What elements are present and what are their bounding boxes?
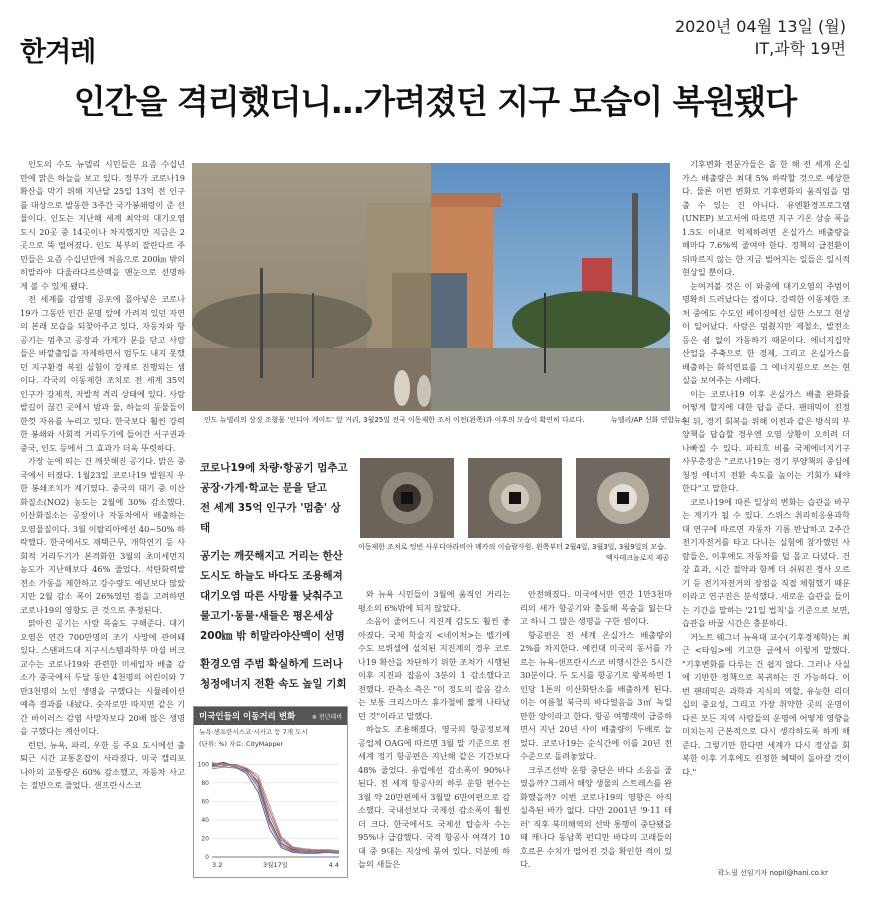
y-tick-label: 60 bbox=[201, 798, 209, 806]
paragraph: 소음이 줄어드니 지진계 감도도 훨씬 좋아졌다. 국제 학술지 <네이처>는 벨기에 수도 브뤼셀에 설치된 지진계의 경우 코로나19 확산을 차단하기 위한 조처가 시행된 이후 지진파 잡음이 3분의 1 감소했다고 전했다. 관측소 측은 "이 정도의 잡음 감소는 보통 크리스마스 휴가철에 짧게 나타났던 것"이라고 말했다. bbox=[358, 616, 510, 721]
chart-title: 미국인들의 이동거리 변화 bbox=[199, 712, 296, 722]
x-tick-label: 4.4 bbox=[328, 861, 339, 869]
subhead: 공기는 깨끗해지고 거리는 한산 bbox=[200, 550, 343, 562]
article-headline: 인간을 격리했더니…가려졌던 지구 모습이 복원됐다 bbox=[73, 82, 797, 121]
byline: 곽노필 선임기자 nopil@hani.co.kr bbox=[717, 869, 828, 877]
series-line bbox=[212, 764, 339, 853]
chart-unit-source: (단위: %) 자료: CityMapper bbox=[199, 740, 284, 748]
y-tick-label: 0 bbox=[205, 854, 209, 861]
satellite-image-mar3 bbox=[468, 458, 562, 538]
subhead: 청정에너지 전환 속도 높일 기회 bbox=[200, 678, 347, 690]
subhead: 공장·가게·학교는 문을 닫고 bbox=[200, 482, 327, 494]
x-tick-label: 3.2 bbox=[212, 861, 223, 869]
satellite-caption: 이동제한 조처로 텅빈 사우디아라비아 메카의 이슬람사원. 왼쪽부터 2월4일, 3월3일, 3월9일의 모습. bbox=[358, 543, 667, 551]
subhead: 도시도 하늘도 바다도 조용해져 bbox=[200, 570, 343, 582]
paragraph: 코로나19에 따른 일상의 변화는 습관을 바꾸는 계기가 될 수 있다. 스위스 취리히응용과학대 연구에 따르면 자동차 기름 반납하고 2주간 전기자전거를 타고 다니는 실험에 참가했던 사람들은, 이후에도 자동차를 덜 몰고 다녔다. 건강 효과, 시간 절약과 함께 더 쉬워진 경사 오르기 등 전기자전거의 장점을 직접 체험했기 때문이라고 연구진은 분석했다. 새로운 습관을 들이는 기간을 말하는 '21일 법칙'을 기준으로 보면, 습관을 바꿀 시간은 충분하다. bbox=[682, 496, 850, 628]
series-line bbox=[212, 763, 339, 850]
article-column-3 bbox=[358, 588, 510, 880]
issue-info bbox=[675, 16, 846, 60]
paragraph: 맑아진 공기는 사람 목숨도 구해준다. 대기오염은 연간 700만명의 조기 사망에 관여돼 있다. 스탠퍼드대 지구시스템과학부 마셜 버크 교수는 코로나19와 관련한 미세입자 배출 감소가 중국에서 두달 동안 4천명의 어린이와 7만3천명의 노인 생명을 구했다는 시뮬레이션 예측 결과를 내놨다. 숫자로만 따지면 같은 기간 바이러스 감염 사망자보다 20배 많은 생명을 구했다는 계산이다. bbox=[20, 618, 185, 736]
paragraph: 항공편은 전 세계 온실가스 배출량의 2%를 차지한다. 예컨대 미국의 동서를 가르는 뉴욕-샌프란시스코 비행시간은 5시간30분이다. 두 도시를 항공기로 왕복하면 1인당 1톤의 이산화탄소를 배출하게 된다. 이는 여름철 북극의 바다얼음을 3㎡ 녹일 만한 양이라고 한다. 항공 여행객이 급증하면서 지난 20년 사이 배출량이 두배로 늘었다. 코로나19는 순식간에 이를 20년 전 수준으로 돌려놓았다. bbox=[520, 629, 672, 761]
photo-caption: 인도 뉴델리의 상징 조형물 '인디아 게이트' 앞 거리, 3월25일 전국 이동제한 조처 이전(왼쪽)과 이후의 모습이 확연히 다르다. bbox=[204, 416, 585, 424]
article-column-4 bbox=[520, 588, 672, 880]
series-line bbox=[212, 763, 339, 853]
subhead: 환경오염 주범 확실하게 드러나 bbox=[200, 658, 343, 670]
paragraph: 가장 눈에 띄는 건 깨끗해진 공기다. 맑은 중국에서 터졌다. 1월23일 코로나19 발원지 우한 봉쇄조치가 계기였다. 중국의 대기 중 이산화질소(NO2) 농도는 2월에 30% 감소했다. 이산화질소는 공장이나 자동차에서 배출하는 오염물질이다. 3월 이탈리아에선 40~50% 하락했다. 한국에서도 재택근무, 개학연기 등 사회적 거리두기가 본격화한 3월의 초미세먼지 농도가 지난해보다 46% 줄었다. 석탄화력발전소 가동을 제한하고 강수량도 예년보다 많았지만 2월 감소 폭이 26%였던 점을 고려하면 코로나19의 영향도 큰 것으로 추정된다. bbox=[20, 456, 185, 615]
photo-credit: 뉴델리/AP 신화 연합뉴스 bbox=[611, 416, 688, 424]
article-column-1 bbox=[20, 158, 185, 878]
series-line bbox=[212, 767, 339, 852]
chart-subtitle: 뉴욕·샌프란시스코·시카고 등 7개 도시 bbox=[199, 728, 308, 736]
paragraph: 하늘도 조용해졌다. 영국의 항공정보제공업체 OAG에 따르면 3월 말 기준으로 전 세계 정기 항공편은 지난해 같은 기간보다 48% 줄었다. 유럽에선 감소폭이 90%나 된다. 전 세계 항공사의 하루 운항 편수는 3월 약 20만편에서 3월말 6만여편으로 감소했다. 국내선보다 국제선 감소폭이 훨씬 더 크다. 한국에서도 국제선 탑승자 수는 95%나 급감했다. 국적 항공사 여객기 10대 중 9대는 지상에 묶여 있다. 덕분에 하늘의 새들은 bbox=[358, 724, 510, 869]
chart-note: ※ 전년대비 bbox=[311, 714, 342, 721]
y-tick-label: 80 bbox=[201, 779, 209, 787]
paragraph: 와 뉴욕 시민들이 3월에 움직인 거리는 평소의 6%밖에 되지 않았다. bbox=[358, 589, 510, 613]
paragraph: 런던, 뉴욕, 파리, 우한 등 주요 도시에선 출퇴근 시간 교통혼잡이 사라졌다. 미국 캘리포니아의 교통량은 60% 감소했고, 자동차 사고는 절반으로 줄었다. 샌프란시스코 bbox=[20, 739, 185, 790]
subhead: 코로나19에 차량·항공기 멈추고 bbox=[200, 462, 348, 474]
chart-header bbox=[194, 707, 347, 725]
satellite-image-feb4 bbox=[360, 458, 454, 538]
issue-date: 2020년 04월 13일 (월) bbox=[674, 17, 846, 36]
mobility-chart bbox=[193, 706, 348, 878]
satellite-image-mar9 bbox=[576, 458, 670, 538]
y-tick-label: 20 bbox=[201, 835, 209, 843]
satellite-credit: 맥사테크놀로지 제공 bbox=[606, 554, 670, 562]
chart-plot bbox=[194, 749, 347, 875]
article-column-5 bbox=[682, 158, 850, 863]
paragraph: 인도의 수도 뉴델리 시민들은 요즘 수십년 만에 맑은 하늘을 보고 있다. 정부가 코로나19 확산을 막기 위해 지난달 25일 13억 전 인구를 대상으로 발동한 3주간 국가봉쇄령이 준 선물이다. 인도는 지난해 세계 최악의 대기오염 도시 20곳 중 14곳이나 차지했지만 지금은 2곳으로 뚝 떨어졌다. 인도 북부의 잘란다르 주민들은 요즘 수십년만에 처음으로 200㎞ 밖의 히말라야 다울라다르산맥을 맨눈으로 선명하게 볼 수 있게 됐다. bbox=[20, 159, 185, 291]
subhead: 물고기·동물·새들은 평온세상 bbox=[200, 610, 334, 622]
paragraph: 안전해졌다. 미국에서만 연간 1만3천마리의 새가 항공기와 충돌해 목숨을 잃는다고 하니 그 많은 생명을 구한 셈이다. bbox=[520, 589, 672, 626]
paragraph: 크루즈선박 운항 중단은 바다 소음을 줄였을까? 그래서 해양 생물의 스트레스를 완화했을까? 이번 코로나19의 영향은 아직 실측된 바가 없다. 다만 2001년 '9·11 테러' 직후 북미해역의 선박 통행이 중단됐을 때 캐나다 동남쪽 펀디만 바다의 고래들의 호르몬 수치가 떨어진 것을 확인한 적이 있다. bbox=[520, 764, 672, 869]
y-tick-label: 40 bbox=[201, 816, 209, 824]
subhead: 200㎞ 밖 히말라야산맥이 선명 bbox=[200, 630, 345, 642]
paragraph: 전 세계를 감염병 공포에 몰아넣은 코로나19가 그동안 인간 문명 앞에 가려져 있던 자연의 본래 모습을 되찾아주고 있다. 자동차와 항공기는 멈추고 공장과 가게가 문을 닫고 사람들은 바깥출입을 자제하면서 엄두도 내지 못했던 지구환경 복원 실험이 강제로 진행되는 셈이다. 각국의 이동제한 조치로 전 세계 35억 인구가 강제적, 자발적 격리 상태에 있다. 사람 발길이 끊긴 곳에서 밤과 물, 하늘의 동물들이 한껏 자유를 누리고 있다. 한국보다 훨씬 강력한 봉쇄와 사회적 거리두기에 들어간 서구권과 중국, 인도 등에서 그 효과가 더욱 뚜렷하다. bbox=[20, 294, 185, 453]
paragraph: 이는 코로나19 이후 온실가스 배출 완화를 어떻게 할지에 대한 답을 준다. 팬데믹이 진정된 뒤, 경기 회복을 위해 이전과 같은 방식의 부양책을 답습할 경우엔 오염 상황이 오히려 더 나빠질 수 있다. 파티흐 비롤 국제에너지기구 사무총장은 "코로나19는 경기 부양책의 중심에 청정 에너지 전환 속도를 높이는 기회가 돼야 한다"고 말한다. bbox=[682, 388, 850, 493]
subhead: 대기오염 따른 사망률 낮춰주고 bbox=[200, 590, 343, 602]
x-tick-label: 3월17일 bbox=[263, 861, 288, 869]
subheads bbox=[200, 458, 350, 694]
subhead: 전 세계 35억 인구가 '멈춤' 상태 bbox=[200, 502, 341, 534]
paragraph: 거노트 웨그너 뉴욕대 교수(기후경제학)는 최근 <타임>에 기고한 글에서 이렇게 말했다. "기후변화를 다루는 건 쉽지 않다. 그러나 사실에 기반한 정책으로 복귀하는 건 가능하다. 이번 팬데믹은 과학과 지식의 역할, 유능한 리더십의 중요성, 그리고 가장 취약한 곳의 운명이 다른 모든 지역 사람들의 운명에 어떻게 영향을 미치는지 근본적으로 다시 생각하도록 하게 해준다. 그렇기만 한다면 세계가 다시 정상을 회복한 이후 기후에도 진정한 혜택이 돌아갈 것이다." bbox=[682, 631, 850, 777]
issue-section: IT,과학 19면 bbox=[754, 39, 846, 58]
paragraph: 기후변화 전문가들은 올 한 해 전 세계 온실가스 배출량은 최대 5% 하락할 것으로 예상한다. 물론 이번 변화로 기후변화의 움직임을 멈출 수 있는 건 아니다. 유엔환경프로그램(UNEP) 보고서에 따르면 지구 기온 상승 폭을 1.5도 이내로 억제하려면 온실가스 배출량을 해마다 7.6%씩 줄여야 한다. 정책의 급전환이 뒤따르지 않는 한 지금 벌어지는 일들은 일시적 현상일 뿐이다. bbox=[682, 159, 850, 277]
india-gate-photo bbox=[192, 163, 670, 411]
y-tick-label: 100 bbox=[197, 761, 209, 769]
newspaper-logo: 한겨레 bbox=[20, 37, 96, 68]
paragraph: 눈여겨볼 것은 이 와중에 대기오염의 주범이 명확히 드러났다는 점이다. 강력한 이동제한 조처 중에도 수도인 베이징에선 심한 스모그 현상이 일어났다. 사람은 멈췄지만 제철소, 발전소 등은 쉼 없이 가동하기 때문이다. 에너지집약 산업을 주축으로 한 경제, 그리고 온실가스를 배출하는 화석연료를 그 에너지원으로 쓰는 현실을 보여주는 사례다. bbox=[682, 280, 850, 385]
